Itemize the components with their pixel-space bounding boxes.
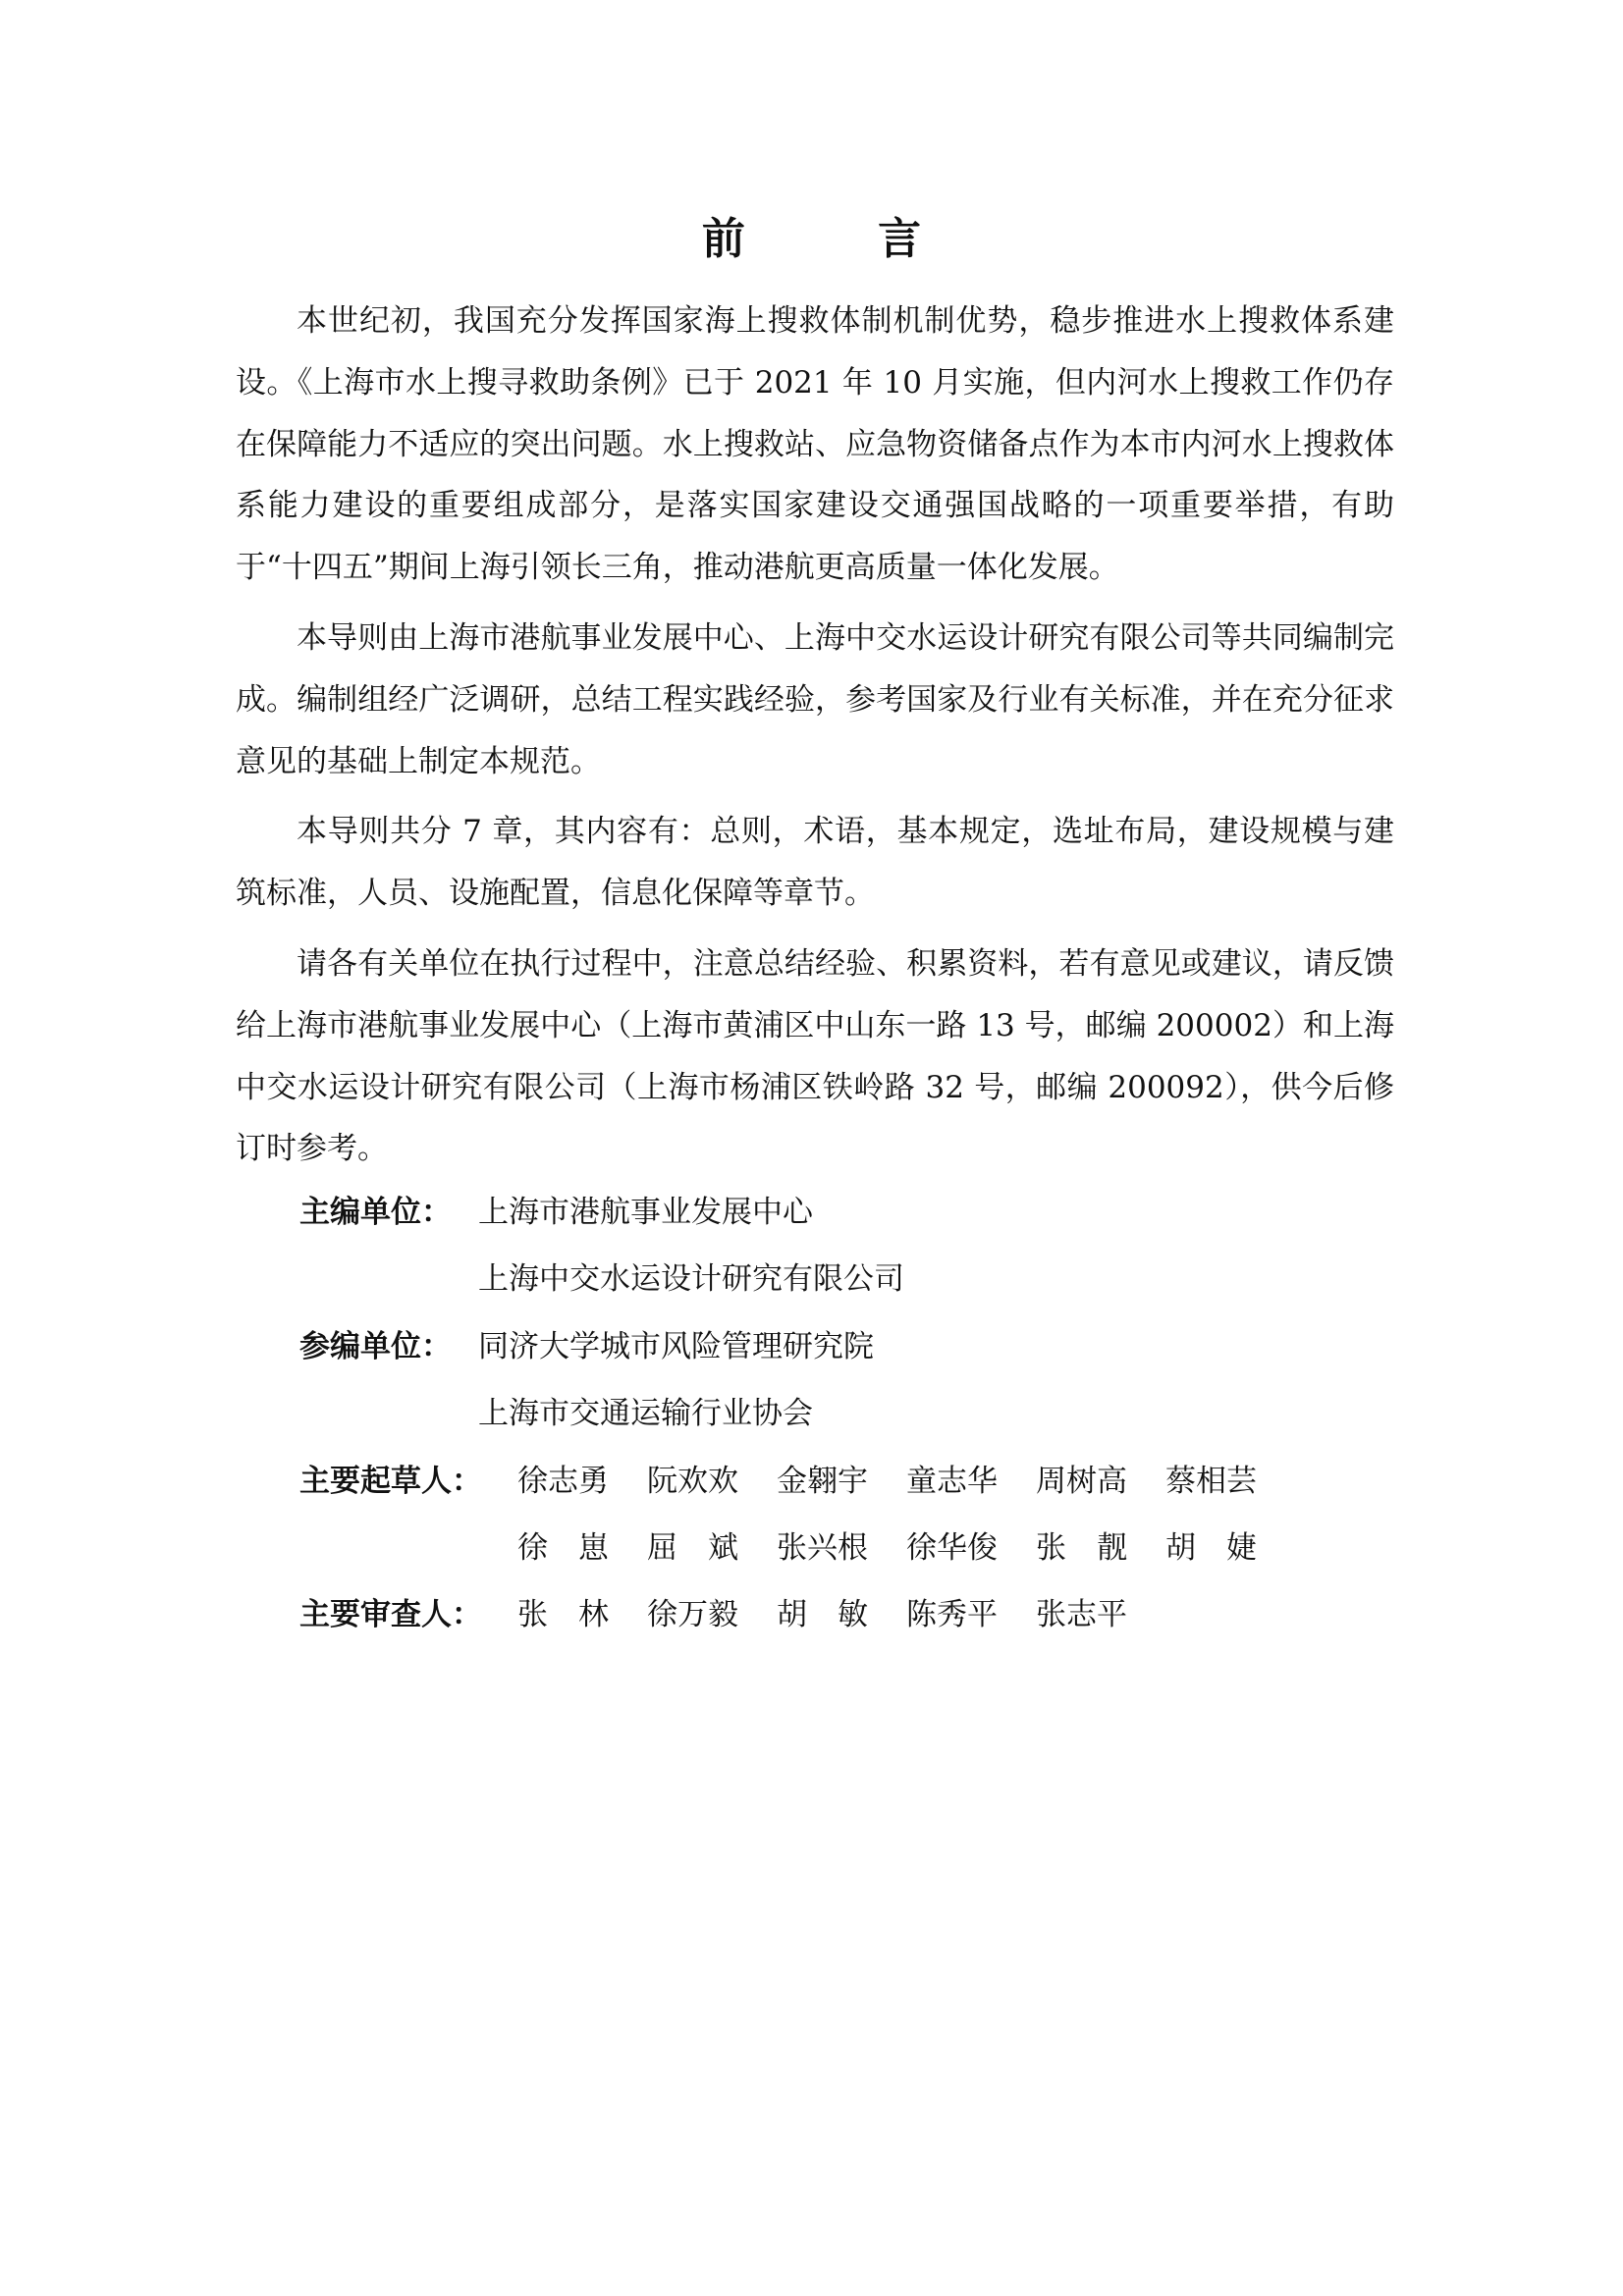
drafter-name: 徐华俊 [906,1530,998,1567]
drafter-name: 金翱宇 [777,1463,868,1499]
participating-unit: 上海市交通运输行业协会 [478,1396,813,1432]
drafter-name: 胡 婕 [1165,1530,1257,1567]
drafter-name: 周树高 [1036,1463,1127,1499]
paragraph-2: 本导则由上海市港航事业发展中心、上海中交水运设计研究有限公司等共同编制完成。编制组经广泛调研，总结工程实践经验，参考国家及行业有关标准，并在充分征求意见的基础上制定本规范。 [236,619,1394,779]
chief-unit: 上海中交水运设计研究有限公司 [478,1261,904,1298]
participating-units-row [299,1313,1399,1380]
chief-unit: 上海市港航事业发展中心 [478,1195,813,1230]
drafters-label: 主要起草人： [299,1463,482,1499]
drafters-row [299,1448,1399,1582]
drafter-name: 张 靓 [1036,1530,1127,1567]
reviewer-name: 徐万毅 [647,1597,738,1633]
drafter-name: 屈 斌 [647,1530,738,1567]
drafter-name: 蔡相芸 [1165,1463,1257,1499]
reviewer-name: 陈秀平 [906,1597,998,1633]
drafter-name: 张兴根 [777,1530,868,1567]
drafters-list [517,1448,1303,1582]
paragraph-4: 请各有关单位在执行过程中，注意总结经验、积累资料，若有意见或建议，请反馈给上海市港航事业发展中心（上海市黄浦区中山东一路 13 号，邮编 200002）和上海中交水运设计研究有限公司（上海市杨浦区铁岭路 32 号，邮编 200092），供今后修订时参考。 [236,945,1394,1167]
reviewers-label: 主要审查人： [299,1597,482,1633]
drafter-name: 童志华 [906,1463,998,1499]
reviewer-name: 胡 敏 [777,1597,868,1633]
participating-units-label: 参编单位： [299,1328,452,1364]
preface-body [236,291,1394,1180]
credits-section [299,1179,1399,1649]
paragraph-1: 本世纪初，我国充分发挥国家海上搜救体制机制优势，稳步推进水上搜救体系建设。《上海市水上搜寻救助条例》已于 2021 年 10 月实施，但内河水上搜救工作仍存在保障能力不适应的突出问题。水上搜救站、应急物资储备点作为本市内河水上搜救体系能力建设的重要组成部分，是落实国家建设交通强国战略的一项重要举措，有助于“十四五”期间上海引领长三角，推动港航更高质量一体化发展。 [236,303,1394,586]
drafter-name: 徐志勇 [517,1463,609,1499]
reviewers-row [299,1581,1399,1648]
indent-spacer [299,1380,478,1447]
drafter-name: 徐 崽 [517,1530,609,1567]
participating-unit: 同济大学城市风险管理研究院 [478,1328,874,1364]
reviewer-name: 张志平 [1036,1597,1127,1633]
page-title: 前 言 [701,214,981,264]
chief-units-label: 主编单位： [299,1195,452,1230]
paragraph-3: 本导则共分 7 章，其内容有：总则，术语，基本规定，选址布局，建设规模与建筑标准，人员、设施配置，信息化保障等章节。 [236,814,1394,912]
drafter-name: 阮欢欢 [647,1463,738,1499]
indent-spacer [299,1246,478,1312]
reviewer-name: 张 林 [517,1597,609,1633]
chief-units-row-2 [299,1246,1399,1312]
participating-units-row-2 [299,1380,1399,1447]
chief-units-row [299,1179,1399,1246]
reviewers-list [517,1581,1303,1648]
